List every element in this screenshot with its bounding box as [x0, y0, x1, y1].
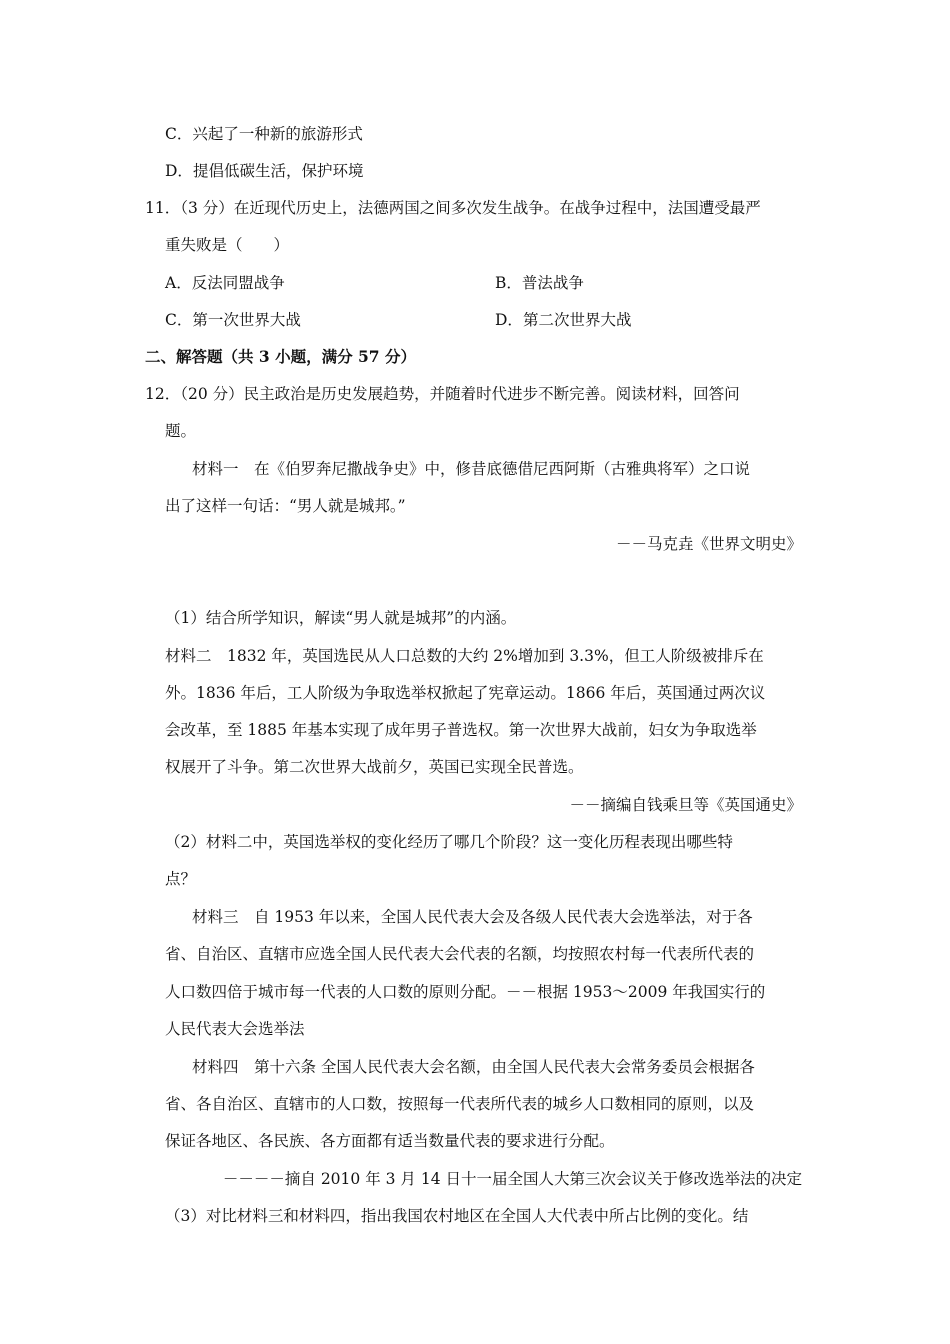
q11-stem-line1: 11．（3 分）在近现代历史上，法德两国之间多次发生战争。在战争过程中，法国遭受最严 — [145, 199, 761, 217]
q12-stem-line1: 12．（20 分）民主政治是历史发展趋势，并随着时代进步不断完善。阅读材料，回答问 — [145, 385, 740, 403]
section-heading: 二、解答题（共 3 小题，满分 57 分） — [145, 347, 416, 366]
option-letter: B． — [495, 274, 522, 292]
q11-option-d — [495, 310, 631, 330]
option-letter: A． — [165, 274, 192, 292]
q11-stem-line2: 重失败是（ ） — [165, 236, 290, 254]
q10-option-c — [165, 124, 363, 144]
material2-line2: 外。1836 年后，工人阶级为争取选举权掀起了宪章运动。1866 年后，英国通过两次议 — [165, 684, 766, 702]
material4-line3: 保证各地区、各民族、各方面都有适当数量代表的要求进行分配。 — [165, 1132, 615, 1150]
q10-option-d — [165, 161, 363, 181]
material2-line1: 材料二 1832 年，英国选民从人口总数的大约 2%增加到 3.3%，但工人阶级被排斥在 — [165, 647, 764, 665]
q12-stem-line2: 题。 — [165, 422, 197, 440]
q11-option-a — [165, 273, 285, 293]
material2-line4: 权展开了斗争。第二次世界大战前夕，英国已实现全民普选。 — [165, 758, 584, 776]
material4-source: －－－－摘自 2010 年 3 月 14 日十一届全国人大第三次会议关于修改选举法的决定 — [222, 1170, 802, 1188]
material3-line3: 人口数四倍于城市每一代表的人口数的原则分配。－－根据 1953～2009 年我国实行的 — [165, 983, 766, 1001]
q11-option-c — [165, 310, 301, 330]
material1-line2: 出了这样一句话：“男人就是城邦。” — [165, 497, 406, 515]
material3-line4: 人民代表大会选举法 — [165, 1020, 305, 1038]
option-text: 第一次世界大战 — [192, 311, 301, 329]
option-letter: C． — [165, 311, 193, 329]
material3-line1: 材料三 自 1953 年以来，全国人民代表大会及各级人民代表大会选举法，对于各 — [192, 908, 753, 926]
material4-line2: 省、各自治区、直辖市的人口数，按照每一代表所代表的城乡人口数相同的原则，以及 — [165, 1095, 755, 1113]
sub-question-1: （1）结合所学知识，解读“男人就是城邦”的内涵。 — [165, 609, 517, 627]
option-text: 提倡低碳生活，保护环境 — [192, 162, 364, 180]
material3-line2: 省、自治区、直辖市应选全国人民代表大会代表的名额，均按照农村每一代表所代表的 — [165, 945, 755, 963]
sub-question-2-line1: （2）材料二中，英国选举权的变化经历了哪几个阶段？这一变化历程表现出哪些特 — [165, 833, 733, 851]
option-text: 兴起了一种新的旅游形式 — [192, 125, 363, 143]
material4-line1: 材料四 第十六条 全国人民代表大会名额，由全国人民代表大会常务委员会根据各 — [192, 1058, 755, 1076]
option-letter: D． — [165, 162, 193, 180]
sub-question-2-line2: 点？ — [165, 870, 197, 888]
sub-question-3-line1: （3）对比材料三和材料四，指出我国农村地区在全国人大代表中所占比例的变化。结 — [165, 1207, 749, 1225]
material2-line3: 会改革，至 1885 年基本实现了成年男子普选权。第一次世界大战前，妇女为争取选举 — [165, 721, 757, 739]
q11-option-b — [495, 273, 584, 293]
material1-line1: 材料一 在《伯罗奔尼撒战争史》中，修昔底德借尼西阿斯（古雅典将军）之口说 — [192, 460, 751, 478]
option-letter: D． — [495, 311, 523, 329]
material1-source: －－马克垚《世界文明史》 — [615, 535, 802, 553]
option-text: 第二次世界大战 — [522, 311, 632, 329]
option-text: 反法同盟战争 — [191, 274, 285, 292]
option-text: 普法战争 — [521, 274, 584, 292]
material2-source: －－摘编自钱乘旦等《英国通史》 — [569, 796, 802, 814]
option-letter: C． — [165, 125, 193, 143]
